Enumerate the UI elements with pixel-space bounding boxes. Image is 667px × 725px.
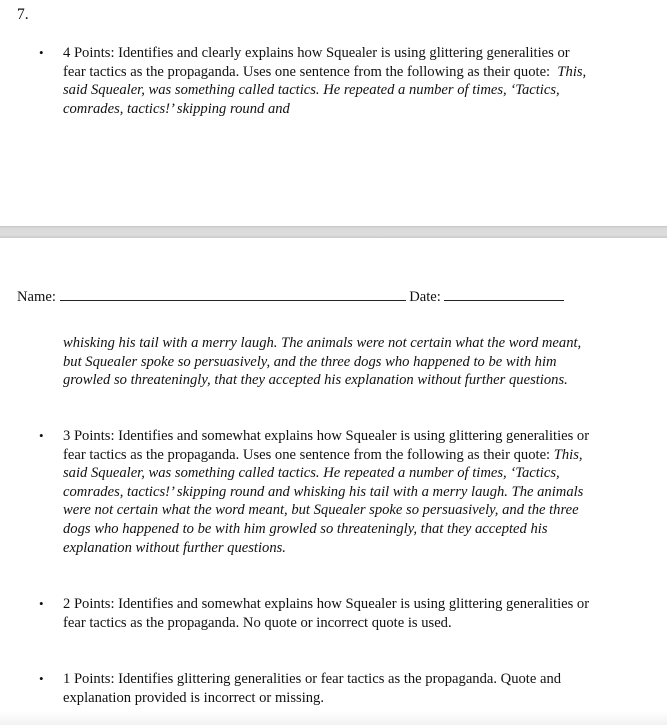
date-blank[interactable] <box>444 286 564 301</box>
bottom-shadow <box>0 711 667 725</box>
rubric-quote: This, said Squealer, was something called tactics. He repeated a number of times, ‘Tactics, comrades, tactics!’ skipping round and <box>63 63 587 117</box>
bullet-icon: • <box>39 596 44 611</box>
date-label: Date: <box>409 289 441 305</box>
name-label: Name: <box>17 289 56 305</box>
rubric-item-3-points <box>39 427 593 557</box>
name-blank[interactable] <box>60 286 406 301</box>
bullet-icon: • <box>39 45 44 60</box>
rubric-criteria: 4 Points: Identifies and clearly explains how Squealer is using glittering generalities or fear tactics as the propaganda. Uses one sentence from the following as their quote: <box>63 45 570 80</box>
question-number: 7. <box>17 6 29 23</box>
rubric-criteria: 1 Points: Identifies glittering generalities or fear tactics as the propaganda. Quote and explanation provided is incorrect or missing. <box>63 671 562 706</box>
rubric-item-2-points <box>39 595 593 632</box>
page-break <box>0 226 667 238</box>
rubric-quote: This, said Squealer, was something called tactics. He repeated a number of times, ‘Tactics, comrades, tactics!’ skipping round and whisking his tail with a merry laugh. The animals were not certain what the word meant, but Squealer spoke so persuasively, and the three dogs who happened to be with him growled so threateningly, that they accepted his explanation without further questions. <box>63 446 584 556</box>
rubric-item-1-points <box>39 670 593 707</box>
rubric-criteria: 2 Points: Identifies and somewhat explains how Squealer is using glittering generalities or fear tactics as the propaganda. No quote or incorrect quote is used. <box>63 596 590 631</box>
rubric-quote-continued: whisking his tail with a merry laugh. The animals were not certain what the word meant, but Squealer spoke so persuasively, and the three dogs who happened to be with him growled so threateningly, that they accepted his explanation without further questions. <box>63 335 582 389</box>
bullet-icon: • <box>39 428 44 443</box>
rubric-criteria: 3 Points: Identifies and somewhat explains how Squealer is using glittering generalities or fear tactics as the propaganda. Uses one sentence from the following as their quote: <box>63 428 590 463</box>
bullet-icon: • <box>39 671 44 686</box>
rubric-item-4-points <box>39 44 593 118</box>
page-1 <box>0 0 667 226</box>
name-date-line <box>17 286 564 306</box>
